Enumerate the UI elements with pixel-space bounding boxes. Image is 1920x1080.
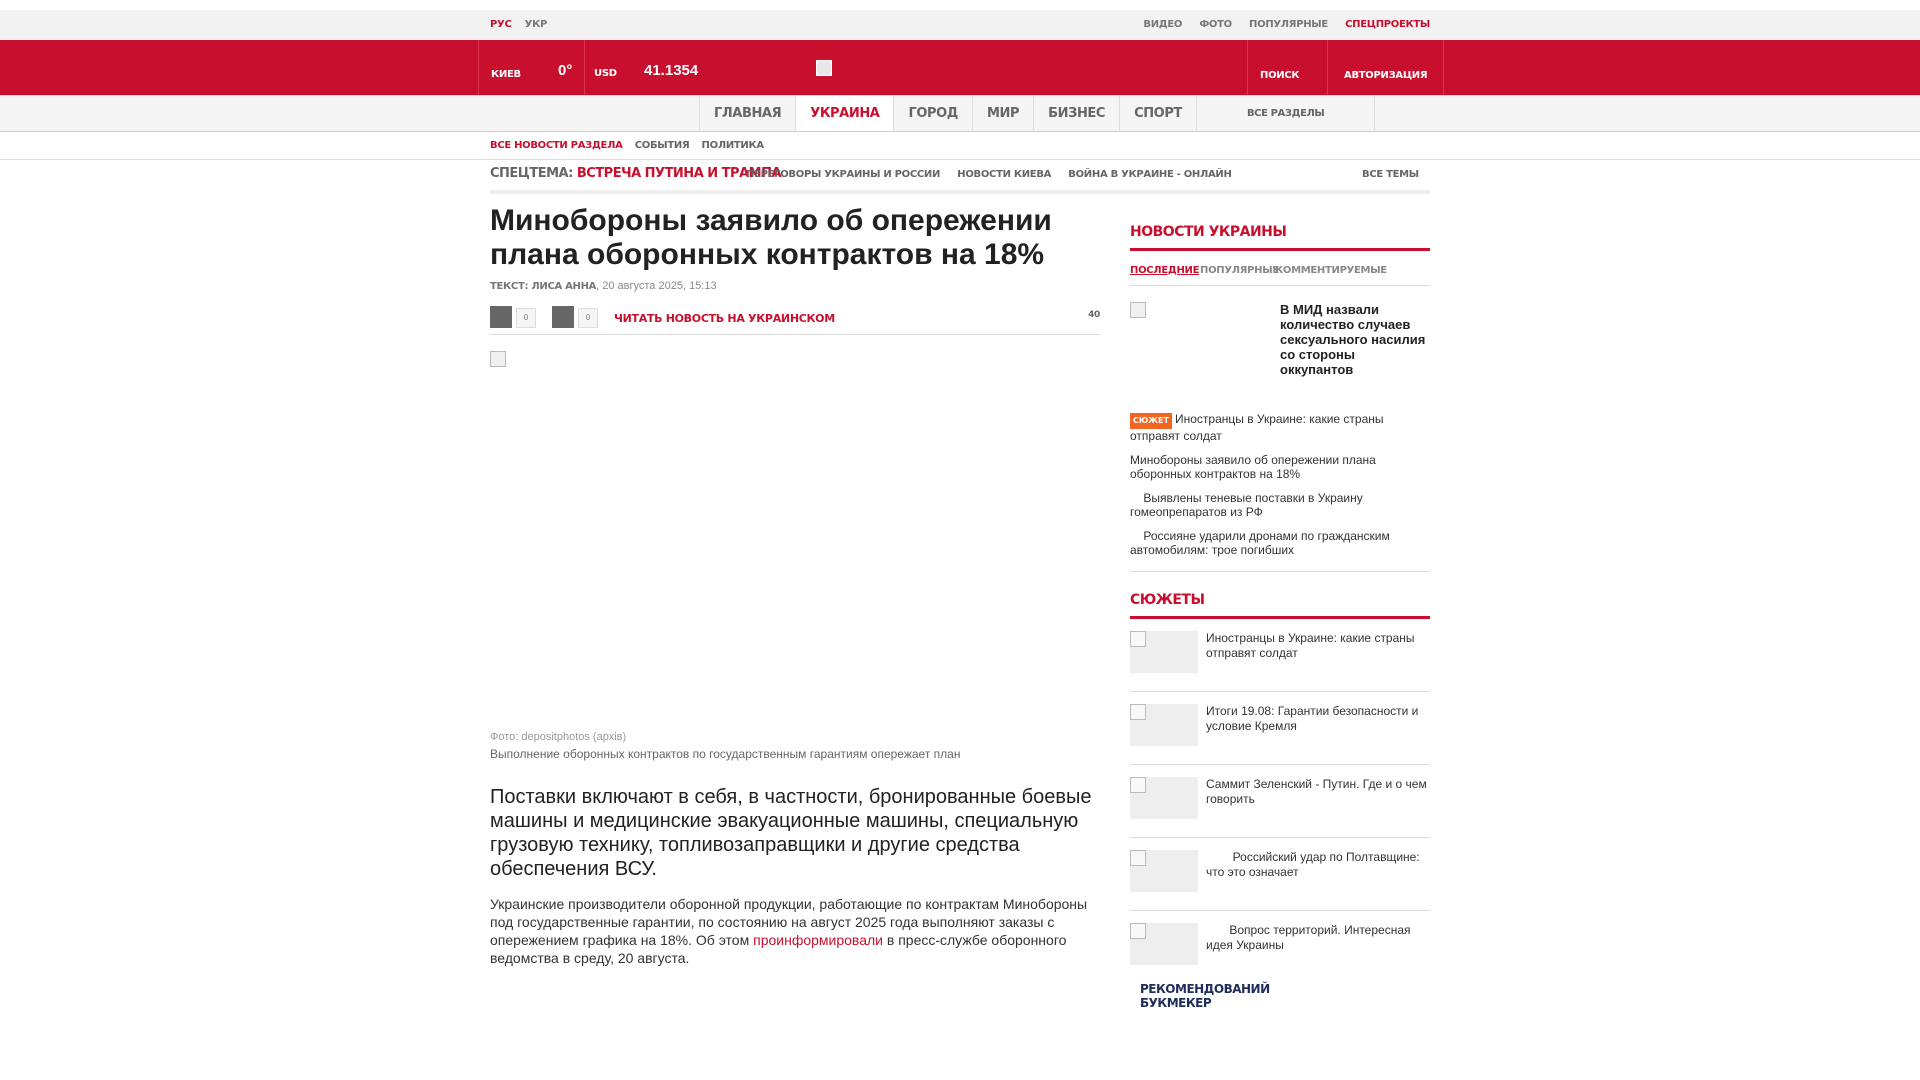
- broken-image-icon: [1130, 302, 1146, 318]
- list-item[interactable]: [1130, 453, 1430, 481]
- story-thumbnail: [1130, 704, 1198, 746]
- news-item-title[interactable]: Россияне ударили дронами по гражданским автомобилям: трое погибших: [1130, 529, 1390, 557]
- nav-item-home[interactable]: ГЛАВНАЯ: [699, 96, 795, 131]
- nav-item-ukraine[interactable]: УКРАИНА: [795, 96, 893, 131]
- search-button[interactable]: [1247, 40, 1328, 95]
- story-item[interactable]: [1130, 704, 1430, 765]
- nav-item-city[interactable]: ГОРОД: [893, 96, 972, 131]
- divider: [1130, 571, 1430, 572]
- currency-code: USD: [594, 68, 617, 79]
- subnav-politics[interactable]: ПОЛИТИКА: [701, 140, 764, 151]
- video-link[interactable]: ВИДЕО: [1143, 19, 1183, 30]
- share-icon[interactable]: [552, 306, 574, 328]
- story-title[interactable]: [1206, 923, 1430, 953]
- photo-link[interactable]: ФОТО: [1199, 19, 1232, 30]
- photo-credit: Фото: depositphotos (архів): [490, 731, 627, 743]
- read-in-ukrainian-link[interactable]: ЧИТАТЬ НОВОСТЬ НА УКРАИНСКОМ: [614, 312, 835, 325]
- site-logo[interactable]: [816, 60, 832, 76]
- share-count: 0: [578, 308, 598, 328]
- stories-section: [1130, 592, 1430, 983]
- currency-widget[interactable]: [584, 40, 703, 95]
- main-nav: [0, 95, 1920, 132]
- auth-label: АВТОРИЗАЦИЯ: [1344, 70, 1428, 81]
- special-themes-bar: [490, 160, 1430, 194]
- story-thumbnail: [1130, 631, 1198, 673]
- theme-links: [746, 169, 1246, 180]
- social-bar: [490, 306, 1100, 335]
- news-item-title[interactable]: Минобороны заявило об опережении плана оборонных контрактов на 18%: [1130, 453, 1376, 481]
- news-item-title[interactable]: Выявлены теневые поставки в Украину гомеопрепаратов из РФ: [1130, 491, 1363, 519]
- story-thumbnail: [1130, 850, 1198, 892]
- views-count: 40: [1088, 310, 1100, 320]
- special-projects-link[interactable]: СПЕЦПРОЕКТЫ: [1345, 19, 1430, 30]
- tab-commented[interactable]: КОММЕНТИРУЕМЫЕ: [1275, 265, 1387, 276]
- story-title[interactable]: Иностранцы в Украине: какие страны отправят солдат: [1206, 631, 1415, 660]
- list-item[interactable]: [1130, 412, 1430, 443]
- story-title-text[interactable]: Вопрос территорий. Интересная идея Украины: [1206, 923, 1411, 952]
- tab-popular[interactable]: ПОПУЛЯРНЫЕ: [1200, 265, 1279, 276]
- popular-link[interactable]: ПОПУЛЯРНЫЕ: [1249, 19, 1328, 30]
- story-title[interactable]: Саммит Зеленский - Путин. Где и о чем говорить: [1206, 777, 1427, 806]
- story-item[interactable]: [1130, 631, 1430, 692]
- broken-image-icon: [1130, 777, 1146, 793]
- special-theme-label: [490, 166, 781, 181]
- language-switcher: [490, 19, 557, 30]
- article-photo: [490, 351, 1100, 731]
- story-title[interactable]: [1206, 850, 1430, 880]
- news-item-title[interactable]: Иностранцы в Украине: какие страны отправят солдат: [1130, 412, 1384, 443]
- featured-news[interactable]: [1130, 302, 1430, 412]
- source-link[interactable]: проинформировали: [753, 932, 883, 948]
- stories-section-title[interactable]: СЮЖЕТЫ: [1130, 592, 1430, 619]
- news-tabs: [1130, 251, 1430, 286]
- broken-image-icon: [1130, 923, 1146, 939]
- main-header: [0, 40, 1920, 95]
- bookmaker-heading: РЕКОМЕНДОВАНИЙ БУКМЕКЕР: [1140, 982, 1270, 1010]
- article-lead: Поставки включают в себя, в частности, бронированные боевые машины и медицинские эвакуационные машины, специальную грузовую технику, топливозаправщики и другие средства обеспечения ВСУ.: [490, 786, 1092, 880]
- theme-link-kyiv-news[interactable]: НОВОСТИ КИЕВА: [957, 169, 1052, 180]
- story-item[interactable]: [1130, 777, 1430, 838]
- special-theme-prefix: СПЕЦТЕМА:: [490, 166, 573, 181]
- article: [490, 204, 1100, 967]
- currency-rate: 41.1354: [644, 62, 699, 79]
- temperature-value: 0°: [558, 62, 573, 79]
- share-icon[interactable]: [490, 306, 512, 328]
- lang-ua-link[interactable]: УКР: [524, 19, 547, 30]
- article-date: 20 августа 2025, 15:13: [602, 280, 717, 292]
- sidebar: [1130, 224, 1430, 983]
- story-thumbnail: [1130, 777, 1198, 819]
- story-item[interactable]: [1130, 850, 1430, 911]
- lang-ru-link[interactable]: РУС: [490, 19, 512, 30]
- weather-temperature: [546, 40, 584, 95]
- all-themes-link[interactable]: ВСЕ ТЕМЫ: [1362, 169, 1419, 180]
- weather-city[interactable]: [478, 40, 547, 95]
- article-author[interactable]: ТЕКСТ: ЛИСА АННА: [490, 281, 597, 292]
- news-section-title[interactable]: НОВОСТИ УКРАИНЫ: [1130, 224, 1430, 251]
- nav-item-all-sections[interactable]: ВСЕ РАЗДЕЛЫ: [1196, 96, 1375, 131]
- body-text: в пресс-службе оборонного ведомства в среду, 20 августа.: [490, 932, 1067, 966]
- sub-nav: [0, 131, 1920, 160]
- photo-caption: Выполнение оборонных контрактов по государственным гарантиям опережает план: [490, 747, 961, 761]
- top-bar: [0, 10, 1920, 40]
- broken-image-icon: [490, 351, 506, 367]
- nav-item-world[interactable]: МИР: [972, 96, 1033, 131]
- article-title: Минобороны заявило об опережении плана оборонных контрактов на 18%: [490, 204, 1052, 271]
- header-divider: [1443, 40, 1445, 95]
- article-body: [490, 895, 1100, 967]
- city-label: КИЕВ: [491, 69, 521, 80]
- nav-item-sport[interactable]: СПОРТ: [1119, 96, 1196, 131]
- subnav-all-news[interactable]: ВСЕ НОВОСТИ РАЗДЕЛА: [490, 140, 623, 151]
- broken-image-icon: [1130, 631, 1146, 647]
- subnav-events[interactable]: СОБЫТИЯ: [634, 140, 690, 151]
- article-meta: ТЕКСТ: ЛИСА АННА, 20 августа 2025, 15:13: [490, 280, 717, 292]
- featured-news-title[interactable]: В МИД назвали количество случаев сексуального насилия со стороны оккупантов: [1280, 302, 1426, 377]
- story-title[interactable]: Итоги 19.08: Гарантии безопасности и условие Кремля: [1206, 704, 1419, 733]
- theme-link-negotiations[interactable]: ПЕРЕГОВОРЫ УКРАИНЫ И РОССИИ: [746, 169, 941, 180]
- tab-latest[interactable]: ПОСЛЕДНИЕ: [1130, 265, 1200, 276]
- story-title-text[interactable]: Российский удар по Полтавщине: что это означает: [1206, 850, 1420, 879]
- broken-image-icon: [1130, 704, 1146, 720]
- story-thumbnail: [1130, 923, 1198, 965]
- share-count: 0: [516, 308, 536, 328]
- story-badge: СЮЖЕТ: [1130, 413, 1172, 429]
- list-item[interactable]: [1130, 529, 1430, 557]
- news-list: [1130, 412, 1430, 557]
- auth-button[interactable]: [1327, 40, 1444, 95]
- broken-image-icon: [1130, 850, 1146, 866]
- top-links: [1129, 19, 1430, 30]
- special-theme-link[interactable]: ВСТРЕЧА ПУТИНА И ТРАМПА: [576, 166, 782, 181]
- nav-item-business[interactable]: БИЗНЕС: [1033, 96, 1119, 131]
- theme-link-war-online[interactable]: ВОЙНА В УКРАИНЕ - ОНЛАЙН: [1068, 169, 1232, 180]
- story-item[interactable]: [1130, 923, 1430, 983]
- body-text: Украинские производители оборонной продукции, работающие по контрактам Минобороны под государственные гарантии, по состоянию на август 2025 года выполняют заказы с опережением графика на 18%. Об этом: [490, 896, 1088, 948]
- list-item[interactable]: [1130, 491, 1430, 519]
- search-label: ПОИСК: [1260, 70, 1300, 81]
